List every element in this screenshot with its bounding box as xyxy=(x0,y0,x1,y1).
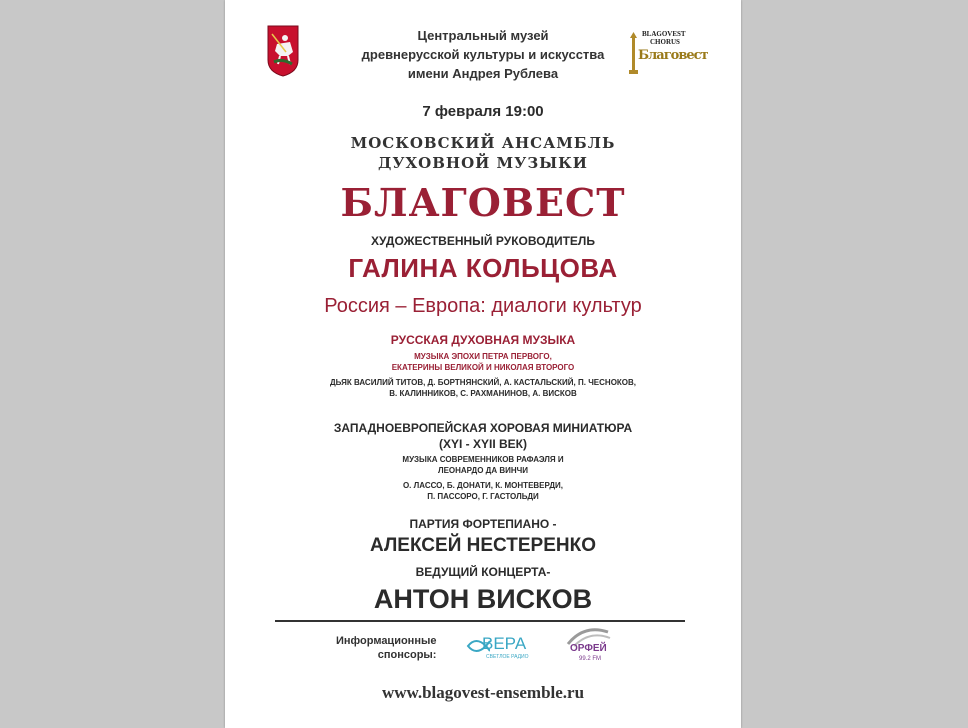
vera-name: ВЕРА xyxy=(482,634,527,653)
section2-sub-1: МУЗЫКА СОВРЕМЕННИКОВ РАФАЭЛЯ И xyxy=(402,455,564,464)
sponsors-label xyxy=(336,634,436,662)
sponsors-label-1: Информационные xyxy=(336,635,437,647)
piano-label: ПАРТИЯ ФОРТЕПИАНО - xyxy=(409,517,557,531)
section1-composers-2: В. КАЛИННИКОВ, С. РАХМАНИНОВ, А. ВИСКОВ xyxy=(389,389,577,398)
vera-radio-logo xyxy=(466,632,538,666)
section2-sub-2: ЛЕОНАРДО ДА ВИНЧИ xyxy=(437,466,529,475)
museum-line-1: Центральный музей xyxy=(417,28,549,43)
sponsors-label-2: спонсоры: xyxy=(377,649,437,661)
host-label: ВЕДУЩИЙ КОНЦЕРТА- xyxy=(415,565,551,579)
blagovest-chorus-logo xyxy=(628,30,708,83)
vera-subtitle: СВЕТЛОЕ РАДИО xyxy=(486,654,529,660)
event-date-time: 7 февраля 19:00 xyxy=(422,103,544,120)
section2-heading: ЗАПАДНОЕВРОПЕЙСКАЯ ХОРОВАЯ МИНИАТЮРА xyxy=(333,421,633,435)
director-title: ХУДОЖЕСТВЕННЫЙ РУКОВОДИТЕЛЬ xyxy=(371,234,595,248)
orfey-name: ОРФЕЙ xyxy=(570,643,607,654)
section1-heading: РУССКАЯ ДУХОВНАЯ МУЗЫКА xyxy=(390,333,576,347)
ensemble-name: БЛАГОВЕСТ xyxy=(340,180,626,225)
museum-line-2: древнерусской культуры и искусства xyxy=(361,47,605,62)
director-name: ГАЛИНА КОЛЬЦОВА xyxy=(348,253,618,283)
section2-period: (XYI - XYII ВЕК) xyxy=(438,437,527,451)
ensemble-line-2: ДУХОВНОЙ МУЗЫКИ xyxy=(378,154,588,172)
section1-sub-2: ЕКАТЕРИНЫ ВЕЛИКОЙ И НИКОЛАЯ ВТОРОГО xyxy=(391,363,575,372)
section1-sub-1: МУЗЫКА ЭПОХИ ПЕТРА ПЕРВОГО, xyxy=(414,352,552,361)
piano-name: АЛЕКСЕЙ НЕСТЕРЕНКО xyxy=(370,535,596,556)
orfey-frequency: 99.2 FM xyxy=(579,656,602,662)
logo-line-2: CHORUS xyxy=(650,38,680,46)
program-title: Россия – Европа: диалоги культур xyxy=(324,295,642,317)
section2-composers-2: П. ПАССОРО, Г. ГАСТОЛЬДИ xyxy=(427,492,539,501)
section2-composers-1: О. ЛАССО, Б. ДОНАТИ, К. МОНТЕВЕРДИ, xyxy=(402,481,564,490)
logo-word: Благовест xyxy=(638,48,708,63)
concert-poster xyxy=(225,0,741,728)
museum-line-3: имени Андрея Рублева xyxy=(407,66,559,81)
section1-composers-1: ДЬЯК ВАСИЛИЙ ТИТОВ, Д. БОРТНЯНСКИЙ, А. КАСТАЛЬСКИЙ, П. ЧЕСНОКОВ, xyxy=(329,378,637,387)
ensemble-line-1: МОСКОВСКИЙ АНСАМБЛЬ xyxy=(350,134,616,152)
host-name: АНТОН ВИСКОВ xyxy=(373,584,593,614)
divider xyxy=(275,620,685,622)
logo-line-1: BLAGOVEST xyxy=(642,30,686,38)
website-link[interactable]: www.blagovest-ensemble.ru xyxy=(381,683,585,702)
orfey-radio-logo xyxy=(560,626,620,670)
